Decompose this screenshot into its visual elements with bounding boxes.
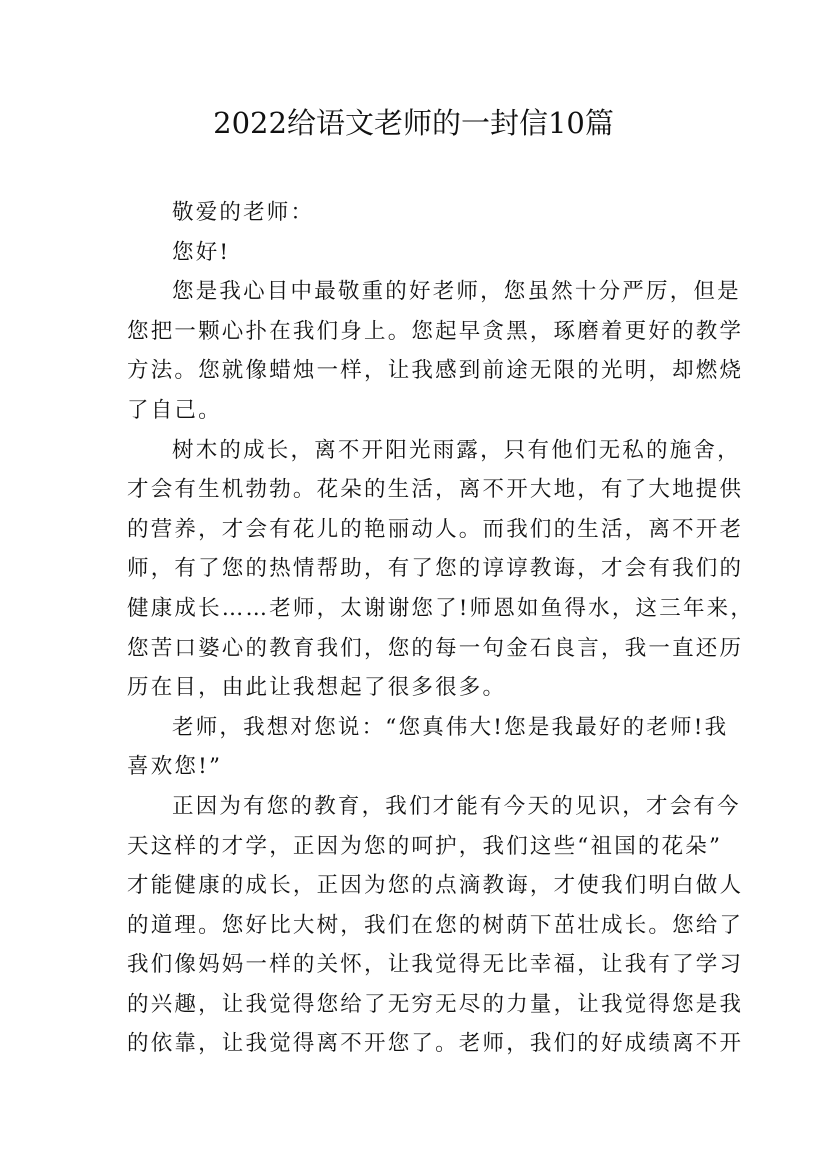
text-line: 的依靠，让我觉得离不开您了。老师，我们的好成绩离不开 [127, 1031, 744, 1057]
text-line: 了自己。 [127, 397, 222, 423]
text-line: 树木的成长，离不开阳光雨露，只有他们无私的施舍， [172, 437, 741, 463]
text-line: 天这样的才学，正因为您的呵护，我们这些“祖国的花朵” [127, 833, 723, 859]
document-body [127, 193, 755, 1064]
text-line: 敬爱的老师： [172, 200, 315, 225]
text-line: 师，有了您的热情帮助，有了您的谆谆教诲，才会有我们的 [127, 556, 744, 582]
text-line: 老师，我想对您说：“您真伟大!您是我最好的老师!我 [172, 714, 729, 740]
text-line: 喜欢您!” [127, 754, 223, 780]
text-line: 的道理。您好比大树，我们在您的树荫下茁壮成长。您给了 [127, 912, 744, 938]
text-line: 正因为有您的教育，我们才能有今天的见识，才会有今 [172, 793, 741, 819]
text-line: 方法。您就像蜡烛一样，让我感到前途无限的光明，却燃烧 [127, 358, 744, 384]
text-line: 才能健康的成长，正因为您的点滴教诲，才使我们明白做人 [127, 873, 744, 899]
text-line: 的兴趣，让我觉得您给了无穷无尽的力量，让我觉得您是我 [127, 991, 744, 1017]
text-line: 才会有生机勃勃。花朵的生活，离不开大地，有了大地提供 [127, 477, 744, 503]
text-line: 您是我心目中最敬重的好老师，您虽然十分严厉，但是 [172, 279, 741, 305]
text-line: 的营养，才会有花儿的艳丽动人。而我们的生活，离不开老 [127, 516, 744, 542]
text-line: 我们像妈妈一样的关怀，让我觉得无比幸福，让我有了学习 [127, 952, 744, 978]
document-title: 2022给语文老师的一封信10篇 [213, 106, 614, 140]
text-line: 历在目，由此让我想起了很多很多。 [127, 675, 507, 701]
text-line: 您苦口婆心的教育我们，您的每一句金石良言，我一直还历 [127, 635, 744, 661]
text-line: 健康成长……老师，太谢谢您了!师恩如鱼得水，这三年来， [127, 595, 755, 621]
text-line: 您好! [172, 239, 231, 265]
text-line: 您把一颗心扑在我们身上。您起早贪黑，琢磨着更好的教学 [127, 318, 744, 344]
